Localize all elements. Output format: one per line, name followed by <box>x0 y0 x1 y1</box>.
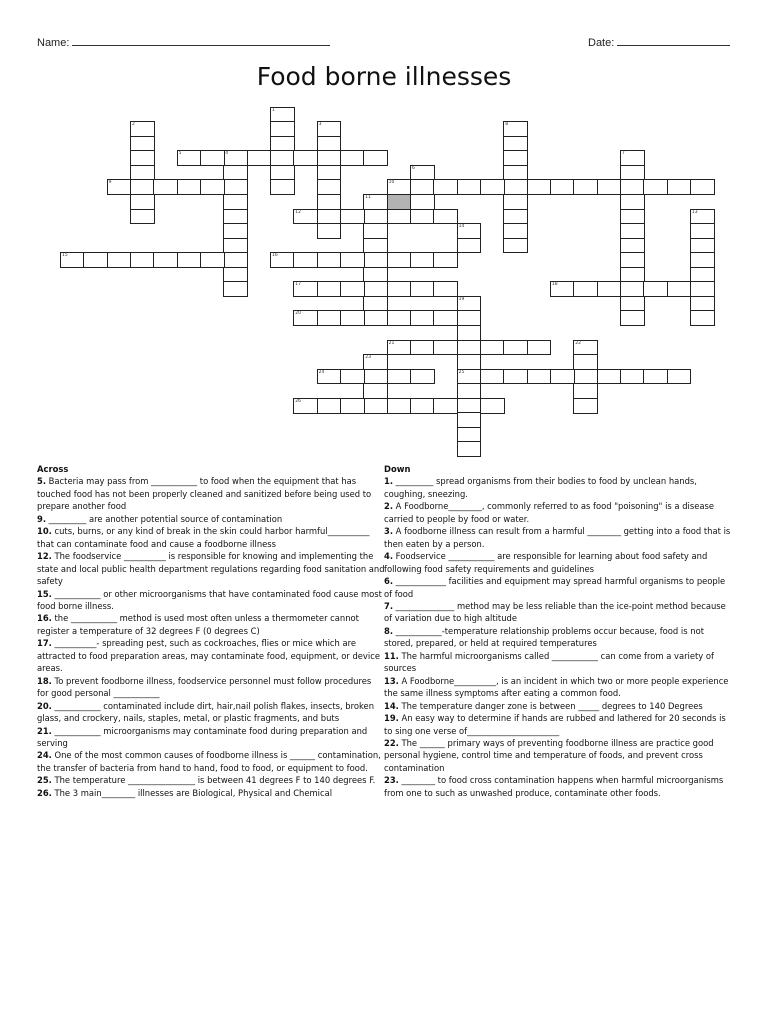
clue-text: Bacteria may pass from ___________ to food when the equipment that has touched food has not been properly cleaned and sanitized before being used to prepare another food <box>37 476 372 512</box>
crossword-cell[interactable] <box>550 369 575 385</box>
across-clues <box>37 463 385 799</box>
crossword-grid <box>0 0 768 460</box>
crossword-cell[interactable] <box>293 150 318 166</box>
crossword-cell[interactable] <box>317 209 342 225</box>
crossword-cell[interactable] <box>527 179 552 195</box>
crossword-cell[interactable] <box>433 179 458 195</box>
crossword-cell[interactable] <box>317 281 342 297</box>
clue-number: 11. <box>384 650 399 661</box>
clue-text: The ______ primary ways of preventing foodborne illness are practice good personal hygiene, control time and temperature of foods, and prevent cross contamination <box>384 737 714 773</box>
crossword-cell[interactable] <box>573 281 598 297</box>
down-clue <box>384 712 734 737</box>
crossword-cell[interactable] <box>690 209 715 225</box>
crossword-cell[interactable] <box>223 252 248 268</box>
clue-number: 19 <box>458 296 465 302</box>
crossword-cell[interactable] <box>200 252 225 268</box>
clue-number: 5 <box>178 151 182 157</box>
crossword-cell[interactable] <box>690 296 715 312</box>
crossword-cell[interactable] <box>223 223 248 239</box>
clue-text: Foodservice ___________ are responsible for learning about food safety and following food safety requirements and guidelines <box>384 551 708 574</box>
clue-number: 7. <box>384 600 394 611</box>
crossword-cell[interactable] <box>317 150 342 166</box>
crossword-cell[interactable] <box>433 252 458 268</box>
crossword-cell[interactable] <box>410 165 435 181</box>
crossword-cell[interactable] <box>690 238 715 254</box>
clue-number: 9 <box>108 180 112 186</box>
crossword-cell[interactable] <box>247 150 272 166</box>
crossword-cell[interactable] <box>503 150 528 166</box>
clue-number: 25 <box>458 369 465 375</box>
crossword-cell[interactable] <box>620 369 645 385</box>
crossword-cell[interactable] <box>620 252 645 268</box>
crossword-cell[interactable] <box>503 121 528 137</box>
crossword-cell[interactable] <box>317 223 342 239</box>
crossword-cell[interactable] <box>363 369 388 385</box>
clue-number: 23 <box>365 355 372 361</box>
crossword-cell[interactable] <box>410 281 435 297</box>
crossword-cell[interactable] <box>457 179 482 195</box>
crossword-cell[interactable] <box>363 238 388 254</box>
crossword-cell[interactable] <box>363 223 388 239</box>
crossword-cell[interactable] <box>620 267 645 283</box>
crossword-cell[interactable] <box>597 369 622 385</box>
crossword-cell[interactable] <box>223 165 248 181</box>
across-clue <box>37 550 385 587</box>
clue-number: 12. <box>37 551 52 562</box>
crossword-cell[interactable] <box>60 252 85 268</box>
crossword-cell[interactable] <box>270 179 295 195</box>
clue-number: 5. <box>37 476 47 487</box>
clue-text: the ___________ method is used most often unless a thermometer cannot register a temperature of 32 degrees F (0 degrees C) <box>37 613 359 636</box>
clue-number: 3. <box>384 526 394 537</box>
down-clue <box>384 575 734 600</box>
clue-number: 1. <box>384 476 394 487</box>
clue-text: ___________ or other microorganisms that have contaminated food cause most food borne illness. <box>37 588 382 611</box>
across-clue <box>37 774 385 786</box>
crossword-cell[interactable] <box>293 252 318 268</box>
crossword-cell[interactable] <box>317 179 342 195</box>
crossword-cell[interactable] <box>480 369 505 385</box>
crossword-cell[interactable] <box>480 340 505 356</box>
clue-number: 8 <box>505 122 509 128</box>
crossword-cell[interactable] <box>340 310 365 326</box>
crossword-cell[interactable] <box>387 281 412 297</box>
crossword-cell[interactable] <box>363 267 388 283</box>
down-clue <box>384 500 734 525</box>
clue-number: 15 <box>62 253 68 259</box>
name-label: Name: <box>37 37 70 49</box>
clue-number: 2 <box>131 122 135 128</box>
crossword-cell[interactable] <box>130 136 155 152</box>
crossword-cell[interactable] <box>270 121 295 137</box>
crossword-cell[interactable] <box>223 267 248 283</box>
crossword-cell[interactable] <box>503 194 528 210</box>
down-clue <box>384 737 734 774</box>
crossword-cell[interactable] <box>643 179 668 195</box>
crossword-cell[interactable] <box>317 252 342 268</box>
clue-number: 4 <box>225 151 229 157</box>
clue-text: To prevent foodborne illness, foodservice personnel must follow procedures for good personal ___________ <box>37 675 372 699</box>
clue-number: 26 <box>295 398 302 404</box>
crossword-cell[interactable] <box>573 340 598 356</box>
crossword-cell[interactable] <box>503 340 528 356</box>
crossword-cell[interactable] <box>363 209 388 225</box>
across-clue <box>37 749 385 774</box>
crossword-cell[interactable] <box>317 121 342 137</box>
clue-number: 2. <box>384 501 394 512</box>
crossword-cell[interactable] <box>293 310 318 326</box>
crossword-cell[interactable] <box>387 209 412 225</box>
down-clue <box>384 550 734 575</box>
across-clue <box>37 612 385 637</box>
clue-text: ______________ method may be less reliable than the ice-point method because of variation due to high altitude <box>384 600 726 624</box>
crossword-cell[interactable] <box>573 398 598 414</box>
crossword-cell[interactable] <box>667 179 692 195</box>
clue-number: 8. <box>384 625 394 636</box>
clue-number: 1 <box>271 107 275 113</box>
crossword-cell[interactable] <box>457 296 482 312</box>
crossword-cell[interactable] <box>153 252 178 268</box>
across-clue-list <box>37 475 385 799</box>
crossword-cell[interactable] <box>410 194 435 210</box>
crossword-cell[interactable] <box>573 354 598 370</box>
crossword-cell[interactable] <box>177 150 202 166</box>
clue-number: 9. <box>37 513 47 524</box>
down-clue-list <box>384 475 734 799</box>
crossword-cell[interactable] <box>643 369 668 385</box>
crossword-cell[interactable] <box>177 252 202 268</box>
crossword-cell[interactable] <box>153 179 178 195</box>
down-clues <box>384 463 734 799</box>
clue-number: 24 <box>318 369 325 375</box>
crossword-cell[interactable] <box>223 194 248 210</box>
crossword-cell[interactable] <box>457 325 482 341</box>
crossword-cell[interactable] <box>410 369 435 385</box>
clue-text: ________ to food cross contamination happens when harmful microorganisms from one to such as unwashed produce, contaminate other foods. <box>384 775 724 798</box>
crossword-cell[interactable] <box>550 179 575 195</box>
clue-number: 23. <box>384 775 399 786</box>
clue-text: The foodservice __________ is responsible for knowing and implementing the state and local public health department regulations regarding food sanitation and safety <box>37 551 385 587</box>
crossword-cell[interactable] <box>620 223 645 239</box>
across-heading: Across <box>37 464 69 474</box>
crossword-cell[interactable] <box>387 252 412 268</box>
crossword-cell[interactable] <box>270 165 295 181</box>
crossword-cell[interactable] <box>107 252 132 268</box>
crossword-cell[interactable] <box>363 150 388 166</box>
crossword-cell[interactable] <box>317 194 342 210</box>
clue-number: 10 <box>388 180 395 186</box>
crossword-cell[interactable] <box>480 179 505 195</box>
crossword-cell[interactable] <box>457 383 482 399</box>
clue-text: A Foodborne__________, is an incident in which two or more people experience the same illness symptoms after eating a common food. <box>384 675 729 699</box>
clue-number: 6 <box>411 165 415 171</box>
clue-number: 14. <box>384 700 399 711</box>
crossword-cell[interactable] <box>620 238 645 254</box>
clue-number: 25. <box>37 775 52 786</box>
clue-number: 21. <box>37 725 52 736</box>
clue-number: 13 <box>691 209 698 215</box>
page-title: Food borne illnesses <box>256 62 512 91</box>
crossword-cell[interactable] <box>503 238 528 254</box>
crossword-cell-shaded[interactable] <box>387 194 412 210</box>
crossword-cell[interactable] <box>270 252 295 268</box>
crossword-cell[interactable] <box>223 281 248 297</box>
clue-number: 6. <box>384 576 394 587</box>
crossword-cell[interactable] <box>293 209 318 225</box>
crossword-cell[interactable] <box>363 383 388 399</box>
crossword-cell[interactable] <box>573 179 598 195</box>
crossword-cell[interactable] <box>480 398 505 414</box>
crossword-cell[interactable] <box>270 107 295 123</box>
clue-text: ___________-temperature relationship problems occur because, food is not stored, prepared, or held at required temperatures <box>384 625 704 649</box>
crossword-cell[interactable] <box>573 383 598 399</box>
crossword-cell[interactable] <box>597 281 622 297</box>
clue-number: 21 <box>388 340 395 346</box>
clue-number: 19. <box>384 713 399 724</box>
crossword-cell[interactable] <box>387 310 412 326</box>
across-clue <box>37 787 385 799</box>
crossword-cell[interactable] <box>223 238 248 254</box>
clue-number: 7 <box>621 151 625 157</box>
clue-text: ___________ microorganisms may contaminate food during preparation and serving <box>37 725 368 748</box>
crossword-cell[interactable] <box>503 223 528 239</box>
crossword-cell[interactable] <box>503 165 528 181</box>
crossword-cell[interactable] <box>130 121 155 137</box>
crossword-cell[interactable] <box>667 281 692 297</box>
crossword-cell[interactable] <box>457 427 482 443</box>
clue-text: _________ spread organisms from their bodies to food by unclean hands, coughing, sneezing. <box>384 476 697 499</box>
clue-number: 24. <box>37 750 52 761</box>
crossword-cell[interactable] <box>363 398 388 414</box>
down-heading: Down <box>384 464 411 474</box>
crossword-cell[interactable] <box>410 209 435 225</box>
crossword-cell[interactable] <box>457 340 482 356</box>
crossword-cell[interactable] <box>410 398 435 414</box>
clue-number: 22 <box>575 340 581 346</box>
crossword-cell[interactable] <box>690 267 715 283</box>
crossword-cell[interactable] <box>620 281 645 297</box>
crossword-cell[interactable] <box>340 150 365 166</box>
crossword-cell[interactable] <box>387 340 412 356</box>
crossword-cell[interactable] <box>410 340 435 356</box>
crossword-cell[interactable] <box>340 398 365 414</box>
crossword-cell[interactable] <box>130 150 155 166</box>
crossword-cell[interactable] <box>573 369 598 385</box>
crossword-cell[interactable] <box>340 209 365 225</box>
crossword-cell[interactable] <box>200 150 225 166</box>
crossword-cell[interactable] <box>620 150 645 166</box>
crossword-cell[interactable] <box>363 252 388 268</box>
crossword-cell[interactable] <box>177 179 202 195</box>
crossword-cell[interactable] <box>457 398 482 414</box>
crossword-cell[interactable] <box>457 369 482 385</box>
crossword-cell[interactable] <box>597 179 622 195</box>
across-clue <box>37 675 385 700</box>
crossword-cell[interactable] <box>317 369 342 385</box>
clue-text: ____________ facilities and equipment may spread harmful organisms to people of food <box>384 576 726 599</box>
crossword-cell[interactable] <box>340 281 365 297</box>
clue-number: 20. <box>37 700 52 711</box>
crossword-cell[interactable] <box>363 281 388 297</box>
clue-number: 26. <box>37 787 52 798</box>
clue-text: The 3 main________ illnesses are Biological, Physical and Chemical <box>51 787 333 798</box>
clue-number: 18. <box>37 675 52 686</box>
clue-number: 11 <box>365 195 372 200</box>
crossword-cell[interactable] <box>667 369 692 385</box>
clue-text: ___________ contaminated include dirt, hair,nail polish flakes, insects, broken glass, and crockery, nails, staples, metal, or plastic fragments, and buts <box>37 700 375 724</box>
crossword-cell[interactable] <box>690 179 715 195</box>
clue-number: 4. <box>384 551 394 562</box>
clue-number: 17. <box>37 638 52 649</box>
crossword-cell[interactable] <box>433 209 458 225</box>
crossword-cell[interactable] <box>503 209 528 225</box>
across-clue <box>37 637 385 674</box>
across-clue <box>37 725 385 750</box>
crossword-cell[interactable] <box>433 340 458 356</box>
crossword-cell[interactable] <box>363 354 388 370</box>
crossword-cell[interactable] <box>340 252 365 268</box>
clue-number: 16. <box>37 613 52 624</box>
crossword-cell[interactable] <box>457 412 482 428</box>
crossword-cell[interactable] <box>130 252 155 268</box>
crossword-cell[interactable] <box>340 369 365 385</box>
crossword-cell[interactable] <box>457 238 482 254</box>
crossword-cell[interactable] <box>317 310 342 326</box>
across-clue <box>37 700 385 725</box>
crossword-cell[interactable] <box>270 136 295 152</box>
crossword-cell[interactable] <box>690 252 715 268</box>
clue-text: The temperature danger zone is between _____ degrees to 140 Degrees <box>398 700 703 711</box>
crossword-cell[interactable] <box>270 150 295 166</box>
clue-number: 14 <box>458 224 465 230</box>
crossword-cell[interactable] <box>387 179 412 195</box>
clue-number: 16 <box>271 253 278 259</box>
crossword-cell[interactable] <box>457 441 482 457</box>
clue-text: __________- spreading pest, such as cockroaches, flies or mice which are attracted to food preparation areas, may contaminate food, equipment, or device areas. <box>37 638 380 674</box>
clue-number: 18 <box>551 282 558 288</box>
crossword-cell[interactable] <box>317 398 342 414</box>
crossword-cell[interactable] <box>503 136 528 152</box>
crossword-cell[interactable] <box>410 310 435 326</box>
crossword-cell[interactable] <box>130 179 155 195</box>
crossword-cell[interactable] <box>130 209 155 225</box>
down-clue <box>384 600 734 625</box>
crossword-cell[interactable] <box>130 194 155 210</box>
crossword-cell[interactable] <box>457 223 482 239</box>
down-clue <box>384 650 734 675</box>
crossword-cell[interactable] <box>690 223 715 239</box>
crossword-cell[interactable] <box>643 281 668 297</box>
crossword-cell[interactable] <box>223 209 248 225</box>
crossword-cell[interactable] <box>410 179 435 195</box>
clue-number: 22. <box>384 737 399 748</box>
crossword-cell[interactable] <box>457 354 482 370</box>
crossword-cell[interactable] <box>410 252 435 268</box>
crossword-cell[interactable] <box>620 296 645 312</box>
crossword-cell[interactable] <box>620 179 645 195</box>
clue-text: An easy way to determine if hands are rubbed and lathered for 20 seconds is to sing one verse of______________________ <box>384 713 726 736</box>
clue-text: cuts, burns, or any kind of break in the skin could harbor harmful__________ that can contaminate food and cause a foodborne illness <box>37 526 370 549</box>
crossword-cell[interactable] <box>223 150 248 166</box>
crossword-cell[interactable] <box>363 296 388 312</box>
clue-text: The temperature ________________ is between 41 degrees F to 140 degrees F. <box>51 775 376 786</box>
crossword-cell[interactable] <box>620 310 645 326</box>
crossword-cell[interactable] <box>293 398 318 414</box>
clue-number: 20 <box>295 311 302 317</box>
crossword-cell[interactable] <box>433 281 458 297</box>
crossword-cell[interactable] <box>457 310 482 326</box>
crossword-cell[interactable] <box>690 281 715 297</box>
crossword-cell[interactable] <box>130 165 155 181</box>
down-clue <box>384 625 734 650</box>
clue-number: 3 <box>318 122 322 128</box>
crossword-cell[interactable] <box>503 179 528 195</box>
clue-number: 10. <box>37 526 52 537</box>
crossword-cell[interactable] <box>620 209 645 225</box>
crossword-cell[interactable] <box>620 165 645 181</box>
crossword-cell[interactable] <box>620 194 645 210</box>
clue-text: A Foodborne________, commonly referred to as food "poisoning" is a disease carried to people by food or water. <box>384 501 715 524</box>
down-clue <box>384 475 734 500</box>
down-clue <box>384 675 734 700</box>
across-clue <box>37 513 385 525</box>
across-clue <box>37 475 385 512</box>
crossword-cell[interactable] <box>317 136 342 152</box>
clue-number: 17 <box>295 282 302 288</box>
crossword-cell[interactable] <box>107 179 132 195</box>
crossword-cell[interactable] <box>387 369 412 385</box>
clue-text: _________ are another potential source of contamination <box>46 513 283 524</box>
crossword-cell[interactable] <box>223 179 248 195</box>
crossword-cell[interactable] <box>363 310 388 326</box>
crossword-cell[interactable] <box>387 398 412 414</box>
across-clue <box>37 525 385 550</box>
crossword-cell[interactable] <box>83 252 108 268</box>
crossword-cell[interactable] <box>527 369 552 385</box>
clue-text: One of the most common causes of foodborne illness is ______ contamination, the transfer of bacteria from hand to hand, food to food, or equipment to food. <box>37 750 381 773</box>
clue-number: 12 <box>295 209 302 215</box>
crossword-cell[interactable] <box>317 165 342 181</box>
crossword-cell[interactable] <box>200 179 225 195</box>
down-clue <box>384 774 734 799</box>
crossword-cell[interactable] <box>550 281 575 297</box>
across-clue <box>37 588 385 613</box>
crossword-cell[interactable] <box>527 340 552 356</box>
crossword-cell[interactable] <box>293 281 318 297</box>
clue-text: A foodborne illness can result from a harmful ________ getting into a food that is then eaten by a person. <box>384 526 731 549</box>
clue-number: 15. <box>37 588 52 599</box>
crossword-cell[interactable] <box>690 310 715 326</box>
down-clue <box>384 525 734 550</box>
crossword-cell[interactable] <box>363 194 388 210</box>
crossword-cell[interactable] <box>433 310 458 326</box>
crossword-cell[interactable] <box>503 369 528 385</box>
clue-number: 13. <box>384 675 399 686</box>
date-label: Date: <box>588 37 615 49</box>
clue-text: The harmful microorganisms called ___________ can come from a variety of sources <box>384 650 714 674</box>
down-clue <box>384 700 734 712</box>
crossword-cell[interactable] <box>433 398 458 414</box>
